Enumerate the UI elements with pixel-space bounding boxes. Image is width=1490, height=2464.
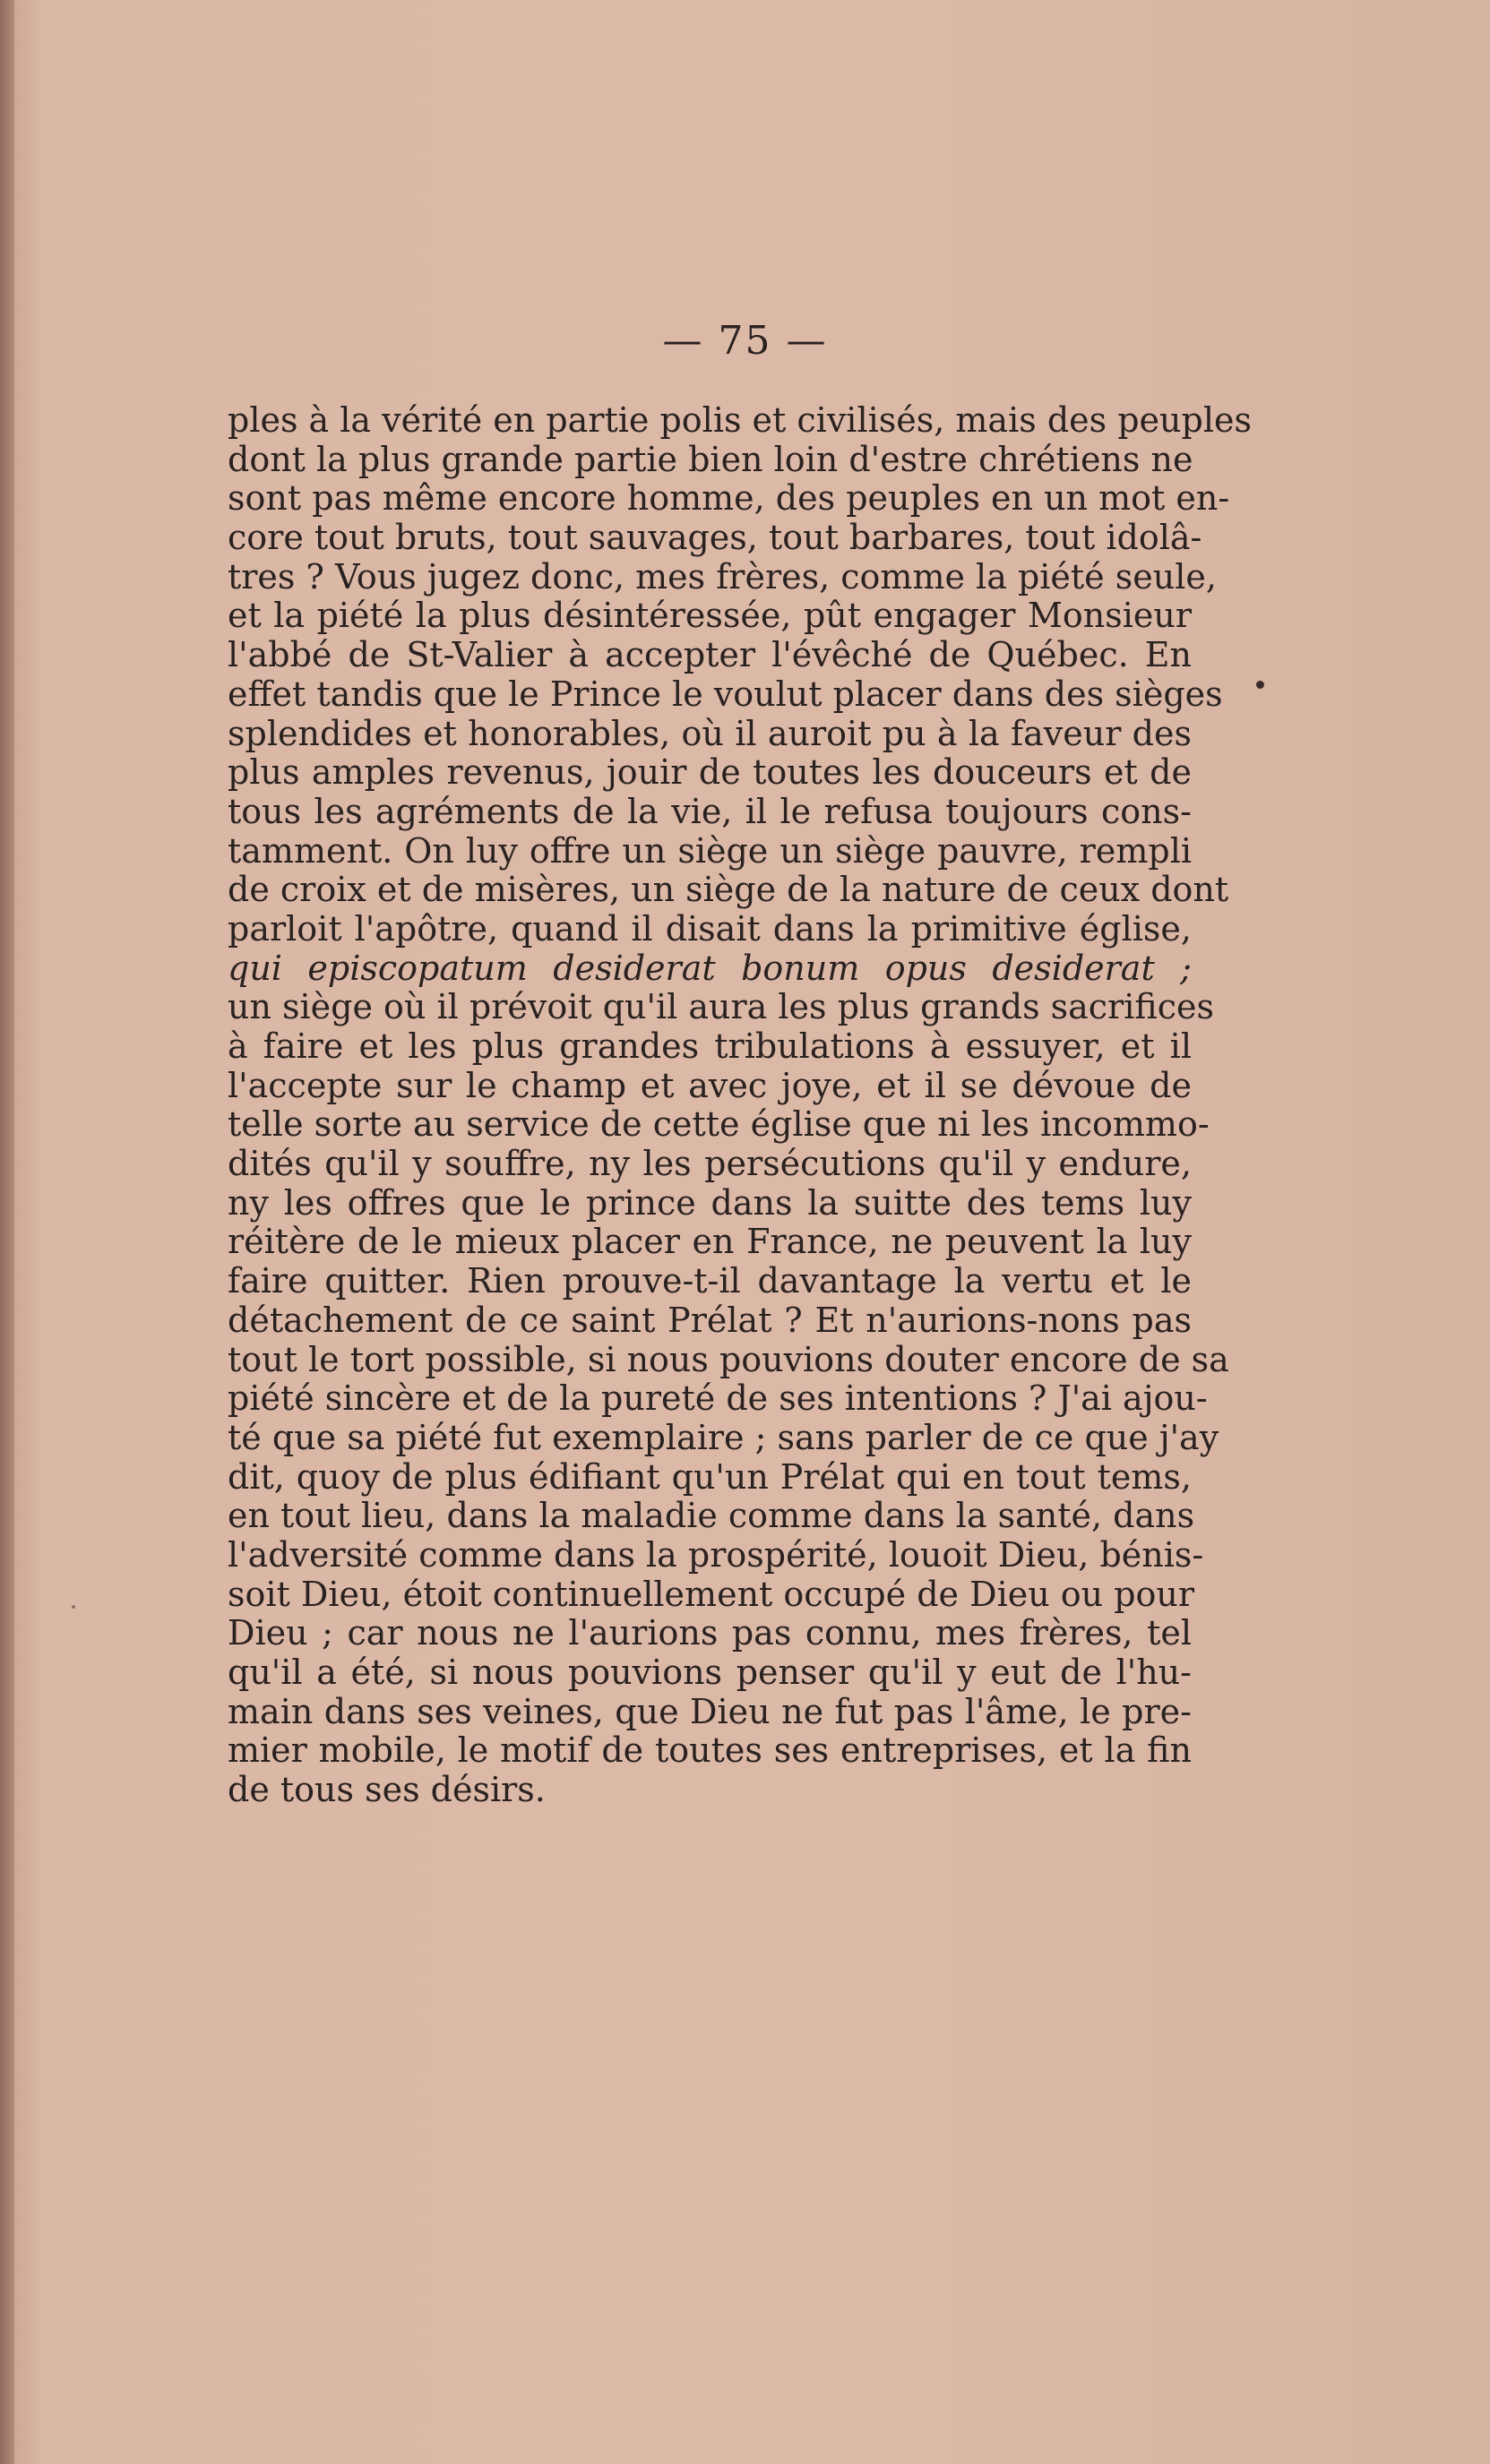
text-line: splendides et honorables, où il auroit pu à la faveur des [228,713,1192,753]
text-line: réitère de le mieux placer en France, ne peuvent la luy [228,1222,1192,1262]
text-line: détachement de ce saint Prélat ? Et n'aurions-nons pas [228,1300,1192,1340]
text-line: ny les offres que le prince dans la suitte des tems luy [228,1182,1192,1223]
text-line: tamment. On luy offre un siège un siège pauvre, rempli [228,830,1192,871]
text-line: parloit l'apôtre, quand il disait dans la primitive église, [228,908,1192,949]
text-line: té que sa piété fut exemplaire ; sans parler de ce que j'ay [228,1417,1219,1457]
text-line: en tout lieu, dans la maladie comme dans la santé, dans [228,1496,1195,1536]
text-line: et la piété la plus désintéressée, pût engager Monsieur [228,596,1192,636]
text-line: Dieu ; car nous ne l'aurions pas connu, mes frères, tel [228,1613,1192,1653]
text-line: effet tandis que le Prince le voulut placer dans des sièges [228,674,1223,714]
latin-quote-line: qui episcopatum desiderat bonum opus desiderat ; [228,948,1192,988]
text-line: qu'il a été, si nous pouvions penser qu'il y eut de l'hu- [228,1653,1192,1692]
text-line: soit Dieu, étoit continuellement occupé de Dieu ou pour [228,1574,1195,1614]
text-line: ples à la vérité en partie polis et civilisés, mais des peuples [228,400,1252,440]
text-line: piété sincère et de la pureté de ses intentions ? J'ai ajou- [228,1378,1208,1419]
page-binding-edge [0,0,14,2464]
text-line: plus amples revenus, jouir de toutes les douceurs et de [228,752,1192,793]
text-line: main dans ses veines, que Dieu ne fut pas l'âme, le pre- [228,1691,1192,1731]
text-line: core tout bruts, tout sauvages, tout barbares, tout idolâ- [228,518,1202,558]
text-line: l'abbé de St-Valier à accepter l'évêché de Québec. En [228,635,1192,675]
text-line: un siège où il prévoit qu'il aura les plus grands sacrifices [228,987,1215,1027]
paper-speck [1256,681,1264,689]
body-text [228,400,1252,1810]
text-line: mier mobile, le motif de toutes ses entreprises, et la fin [228,1730,1192,1771]
text-line: l'adversité comme dans la prospérité, louoit Dieu, bénis- [228,1534,1204,1575]
text-line: dit, quoy de plus édifiant qu'un Prélat qui en tout tems, [228,1456,1192,1497]
page-number: — 75 — [662,318,828,364]
text-line: tres ? Vous jugez donc, mes frères, comme la piété seule, [228,556,1217,597]
text-line: l'accepte sur le champ et avec joye, et il se dévoue de [228,1065,1192,1105]
paper-speck [72,1605,75,1609]
text-line: à faire et les plus grandes tribulations à essuyer, et il [228,1026,1192,1066]
text-line: telle sorte au service de cette église que ni les incommo- [228,1104,1210,1145]
text-line: faire quitter. Rien prouve-t-il davantage la vertu et le [228,1261,1192,1301]
text-line: dités qu'il y souffre, ny les persécutions qu'il y endure, [228,1144,1192,1184]
text-line: de tous ses désirs. [228,1770,546,1810]
text-line: sont pas même encore homme, des peuples en un mot en- [228,478,1230,519]
text-line: de croix et de misères, un siège de la nature de ceux dont [228,870,1229,910]
text-line: dont la plus grande partie bien loin d'estre chrétiens ne [228,439,1193,479]
text-line: tous les agréments de la vie, il le refusa toujours cons- [228,791,1192,831]
text-line: tout le tort possible, si nous pouvions douter encore de sa [228,1339,1229,1379]
